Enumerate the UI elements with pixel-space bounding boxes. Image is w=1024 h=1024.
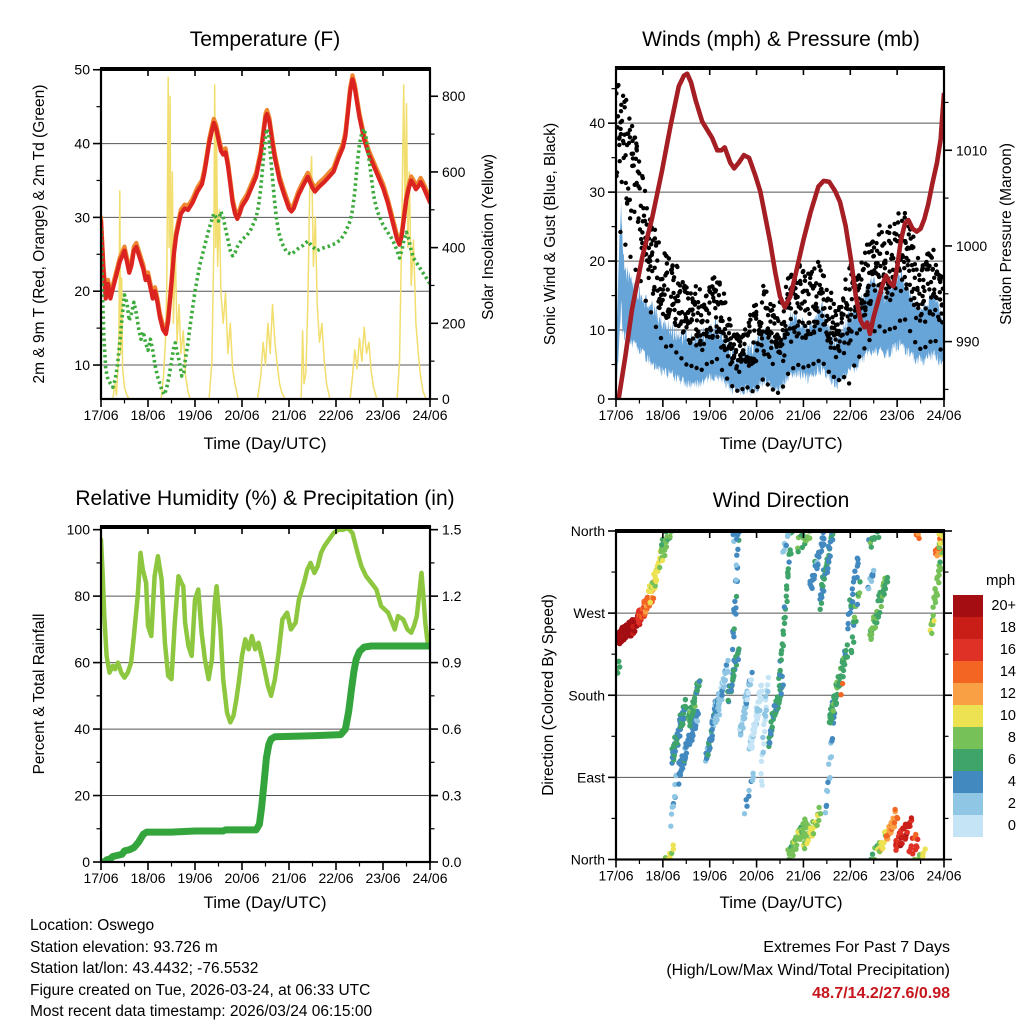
svg-text:23/06: 23/06 xyxy=(365,407,401,423)
legend-swatch xyxy=(953,617,983,639)
svg-text:18/06: 18/06 xyxy=(130,407,166,423)
chart-title-humidity-precip: Relative Humidity (%) & Precipitation (in) xyxy=(75,487,455,510)
svg-text:22/06: 22/06 xyxy=(832,867,868,884)
svg-text:20/06: 20/06 xyxy=(739,867,775,884)
legend-speed-label: 18 xyxy=(999,620,1016,636)
legend-swatch xyxy=(953,595,983,617)
svg-text:18/06: 18/06 xyxy=(645,867,681,884)
legend-speed-label: 16 xyxy=(999,642,1016,658)
svg-text:0.3: 0.3 xyxy=(442,787,462,804)
svg-text:17/06: 17/06 xyxy=(83,870,119,886)
legend-swatch xyxy=(953,815,983,837)
legend-swatch xyxy=(953,727,983,749)
svg-text:19/06: 19/06 xyxy=(692,407,728,423)
created-line: Figure created on Tue, 2026-03-24, at 06:33 UTC xyxy=(30,981,371,999)
yaxis-label-direction: Direction (Colored By Speed) xyxy=(540,594,557,796)
svg-text:North: North xyxy=(570,523,605,539)
svg-text:22/06: 22/06 xyxy=(318,870,354,886)
legend-swatch xyxy=(953,749,983,771)
svg-text:23/06: 23/06 xyxy=(879,407,915,423)
svg-text:0: 0 xyxy=(597,391,605,407)
svg-text:40: 40 xyxy=(74,721,90,738)
svg-text:60: 60 xyxy=(74,654,90,671)
legend-speed-label: 14 xyxy=(999,664,1016,680)
svg-text:23/06: 23/06 xyxy=(879,867,915,884)
legend-swatch xyxy=(953,771,983,793)
yaxis-label-percent-rainfall: Percent & Total Rainfall xyxy=(31,613,48,775)
svg-text:40: 40 xyxy=(74,135,90,152)
timestamp-line: Most recent data timestamp: 2026/03/24 06:15:00 xyxy=(30,1003,373,1021)
svg-text:0.6: 0.6 xyxy=(442,721,462,738)
legend-title-mph: mph xyxy=(986,572,1016,589)
svg-text:21/06: 21/06 xyxy=(271,407,307,423)
legend-speed-label: 12 xyxy=(999,686,1016,702)
yaxis-label-solar-right: Solar Insolation (Yellow) xyxy=(480,154,497,320)
legend-speed-label: 4 xyxy=(1007,774,1016,790)
svg-text:0.0: 0.0 xyxy=(442,854,462,870)
svg-text:80: 80 xyxy=(74,588,90,605)
svg-text:19/06: 19/06 xyxy=(177,407,213,423)
svg-text:21/06: 21/06 xyxy=(785,867,821,884)
yaxis-label-temperature-left: 2m & 9m T (Red, Orange) & 2m Td (Green) xyxy=(31,84,48,384)
svg-text:21/06: 21/06 xyxy=(785,407,821,423)
svg-text:19/06: 19/06 xyxy=(177,870,213,886)
svg-text:22/06: 22/06 xyxy=(832,407,868,423)
svg-text:South: South xyxy=(568,687,605,704)
svg-text:17/06: 17/06 xyxy=(598,407,634,423)
svg-text:0: 0 xyxy=(442,391,450,407)
legend-swatch xyxy=(953,639,983,661)
svg-text:20/06: 20/06 xyxy=(224,870,260,886)
svg-text:24/06: 24/06 xyxy=(926,407,962,423)
location-line: Location: Oswego xyxy=(30,917,155,934)
xaxis-label-temperature: Time (Day/UTC) xyxy=(203,434,327,453)
svg-text:17/06: 17/06 xyxy=(83,407,119,423)
svg-text:18/06: 18/06 xyxy=(645,407,681,423)
svg-text:800: 800 xyxy=(442,88,466,105)
chart-title-winds-pressure: Winds (mph) & Pressure (mb) xyxy=(642,28,920,51)
legend-speed-label: 8 xyxy=(1007,730,1016,746)
svg-text:20: 20 xyxy=(74,787,90,804)
wind-speed-legend-labels xyxy=(986,595,1016,837)
svg-text:24/06: 24/06 xyxy=(412,870,448,886)
svg-text:20: 20 xyxy=(589,253,605,270)
xaxis-label-winds: Time (Day/UTC) xyxy=(719,434,843,453)
station-metadata-block xyxy=(30,915,372,1023)
svg-text:19/06: 19/06 xyxy=(692,867,728,884)
legend-speed-label: 10 xyxy=(999,708,1016,724)
yaxis-label-pressure-right: Station Pressure (Maroon) xyxy=(998,143,1015,325)
extremes-values: 48.7/14.2/27.6/0.98 xyxy=(812,985,950,1002)
extremes-block xyxy=(550,936,950,1005)
svg-text:22/06: 22/06 xyxy=(318,407,354,423)
legend-swatch xyxy=(953,661,983,683)
wind-speed-legend-colorbar xyxy=(953,595,983,837)
svg-text:21/06: 21/06 xyxy=(271,870,307,886)
svg-text:20/06: 20/06 xyxy=(224,407,260,423)
legend-swatch xyxy=(953,705,983,727)
svg-text:30: 30 xyxy=(589,184,605,201)
svg-text:600: 600 xyxy=(442,163,466,180)
svg-text:0: 0 xyxy=(82,854,90,870)
svg-text:0.9: 0.9 xyxy=(442,654,462,671)
svg-text:200: 200 xyxy=(442,315,466,332)
svg-text:West: West xyxy=(573,605,605,622)
legend-speed-label: 20+ xyxy=(991,598,1016,614)
svg-text:10: 10 xyxy=(589,322,605,339)
svg-text:24/06: 24/06 xyxy=(926,867,962,884)
svg-text:1010: 1010 xyxy=(956,142,988,159)
yaxis-label-wind-left: Sonic Wind & Gust (Blue, Black) xyxy=(542,122,559,346)
svg-text:North: North xyxy=(570,851,605,868)
svg-text:East: East xyxy=(576,769,605,786)
svg-text:990: 990 xyxy=(956,333,980,350)
legend-speed-label: 6 xyxy=(1007,752,1016,768)
svg-text:17/06: 17/06 xyxy=(598,867,634,884)
latlon-line: Station lat/lon: 43.4432; -76.5532 xyxy=(30,960,259,978)
svg-text:20: 20 xyxy=(74,283,90,300)
extremes-title: Extremes For Past 7 Days xyxy=(763,939,950,956)
svg-text:18/06: 18/06 xyxy=(130,870,166,886)
svg-text:100: 100 xyxy=(66,521,90,538)
svg-text:20/06: 20/06 xyxy=(739,407,775,423)
svg-text:23/06: 23/06 xyxy=(365,870,401,886)
chart-title-temperature: Temperature (F) xyxy=(189,28,341,51)
svg-text:1.2: 1.2 xyxy=(442,588,462,605)
svg-text:1.5: 1.5 xyxy=(442,521,462,538)
svg-text:50: 50 xyxy=(74,61,90,78)
xaxis-label-humidity: Time (Day/UTC) xyxy=(203,893,327,912)
legend-speed-label: 0 xyxy=(1007,818,1016,834)
svg-text:40: 40 xyxy=(589,115,605,132)
legend-swatch xyxy=(953,793,983,815)
chart-title-wind-direction: Wind Direction xyxy=(712,489,850,512)
elevation-line: Station elevation: 93.726 m xyxy=(30,938,218,956)
xaxis-label-direction: Time (Day/UTC) xyxy=(719,893,843,912)
legend-speed-label: 2 xyxy=(1007,796,1016,812)
legend-swatch xyxy=(953,683,983,705)
svg-text:400: 400 xyxy=(442,239,466,256)
svg-text:24/06: 24/06 xyxy=(412,407,448,423)
svg-text:1000: 1000 xyxy=(956,237,988,254)
extremes-subtitle: (High/Low/Max Wind/Total Precipitation) xyxy=(666,962,950,979)
svg-text:10: 10 xyxy=(74,357,90,374)
svg-text:30: 30 xyxy=(74,209,90,226)
